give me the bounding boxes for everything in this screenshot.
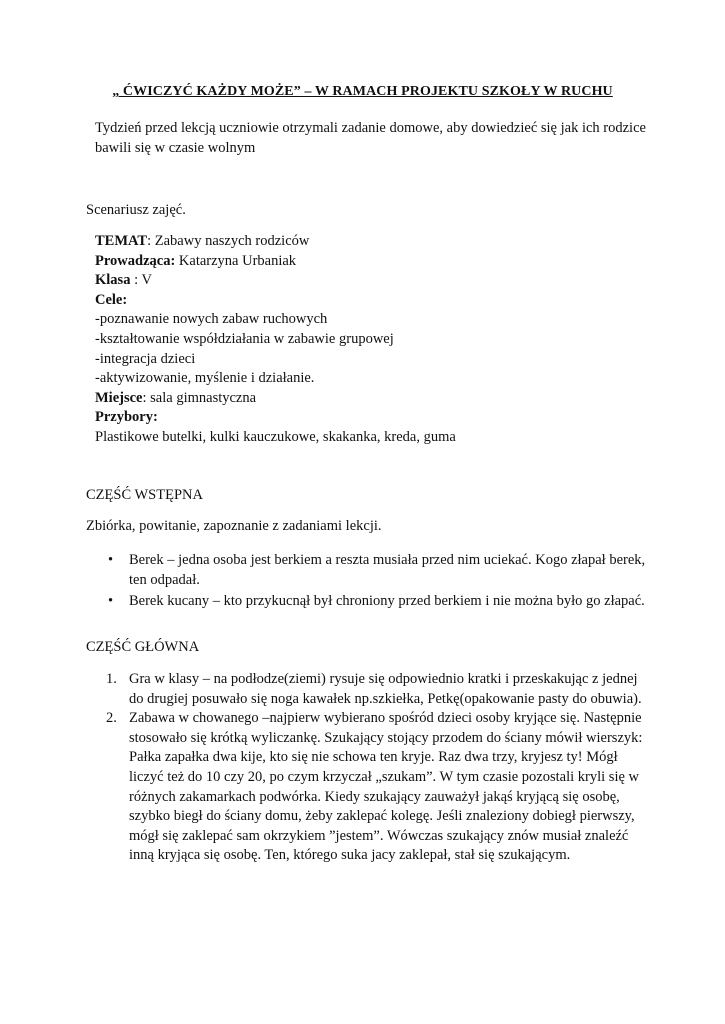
list-item (0, 551, 649, 590)
goals-line (95, 291, 456, 311)
section-intro-heading: CZĘŚĆ WSTĘPNA (86, 487, 203, 503)
bullet-symbol: • (108, 552, 114, 568)
bullet-symbol: • (108, 593, 114, 610)
goal-item: -kształtowanie współdziałania w zabawie grupowej (95, 330, 394, 347)
section-intro-text: Zbiórka, powitanie, zapoznanie z zadaniami lekcji. (86, 518, 382, 534)
lesson-info (95, 232, 456, 448)
scenario-label: Scenariusz zajęć. (86, 202, 186, 218)
teacher-value: Katarzyna Urbaniak (175, 252, 297, 269)
bullet-text: Berek kucany – kto przykucnął był chroniony przed berkiem i nie można było go złapać. (129, 593, 645, 610)
goal-item: -aktywizowanie, myślenie i działanie. (95, 370, 315, 387)
item-text: Gra w klasy – na podłodze(ziemi) rysuje się odpowiednio kratki i przeskakując z jednej do drugiej posuwało się noga kawałek np.szkiełka, Petkę(opakowanie pasty do obuwia). (129, 671, 642, 707)
list-item (0, 670, 644, 709)
goal-item: -integracja dzieci (95, 350, 196, 367)
topic-line (95, 232, 456, 252)
teacher-line (95, 252, 456, 272)
intro-bullet-list (0, 551, 725, 614)
class-value: : V (130, 272, 152, 289)
equipment-value: Plastikowe butelki, kulki kauczukowe, skakanka, kreda, guma (95, 428, 456, 445)
list-item (0, 592, 649, 612)
item-number: 1. (106, 671, 117, 687)
section-main-heading: CZĘŚĆ GŁÓWNA (86, 639, 200, 655)
place-value: : sala gimnastyczna (142, 389, 257, 406)
equipment-label: Przybory: (95, 409, 158, 426)
bullet-text: Berek – jedna osoba jest berkiem a reszta musiała przed nim uciekać. Kogo złapał berek, ten odpadał. (129, 552, 646, 588)
intro-paragraph: Tydzień przed lekcją uczniowie otrzymali zadanie domowe, aby dowiedzieć się jak ich rodzice bawili się w czasie wolnym (95, 120, 646, 156)
goal-item: -poznawanie nowych zabaw ruchowych (95, 311, 328, 328)
main-numbered-list (0, 670, 725, 866)
class-line (95, 271, 456, 291)
place-line (95, 389, 456, 409)
class-label: Klasa (95, 272, 131, 289)
goals-label: Cele: (95, 291, 128, 308)
item-number: 2. (106, 710, 117, 727)
topic-value: : Zabawy naszych rodziców (147, 233, 310, 249)
list-item (0, 709, 644, 866)
teacher-label: Prowadząca: (95, 252, 176, 269)
topic-label: TEMAT (95, 233, 148, 249)
equipment-line (95, 408, 456, 428)
place-label: Miejsce (95, 389, 143, 406)
document-title: „ ĆWICZYĆ KAŻDY MOŻE” – W RAMACH PROJEKTU SZKOŁY W RUCHU (112, 84, 613, 99)
item-text: Zabawa w chowanego –najpierw wybierano spośród dzieci osoby kryjące się. Następnie stosowało się krótką wyliczankę. Szukający stojący przodem do ściany mówił wierszyk: Pałka zapałka dwa kije, kto się nie schowa ten kryje. Raz dwa trzy, kryjesz ty! Mógł liczyć też do 10 czy 20, po czym krzyczał „szukam”. W tym czasie pozostali kryli się w różnych zakamarkach podwórka. Kiedy szukający zauważył jakąś kryjącą się osobę, szybko biegł do ściany domu, żeby zaklepać kolegę. Jeśli znaleziony dobiegł pierwszy, mógł się zaklepać sam okrzykiem ”jestem”. Wówczas szukający znów musiał znaleźć inną kryjąca się osobę. Ten, którego suka jacy zaklepał, stał się szukającym. (129, 710, 643, 864)
